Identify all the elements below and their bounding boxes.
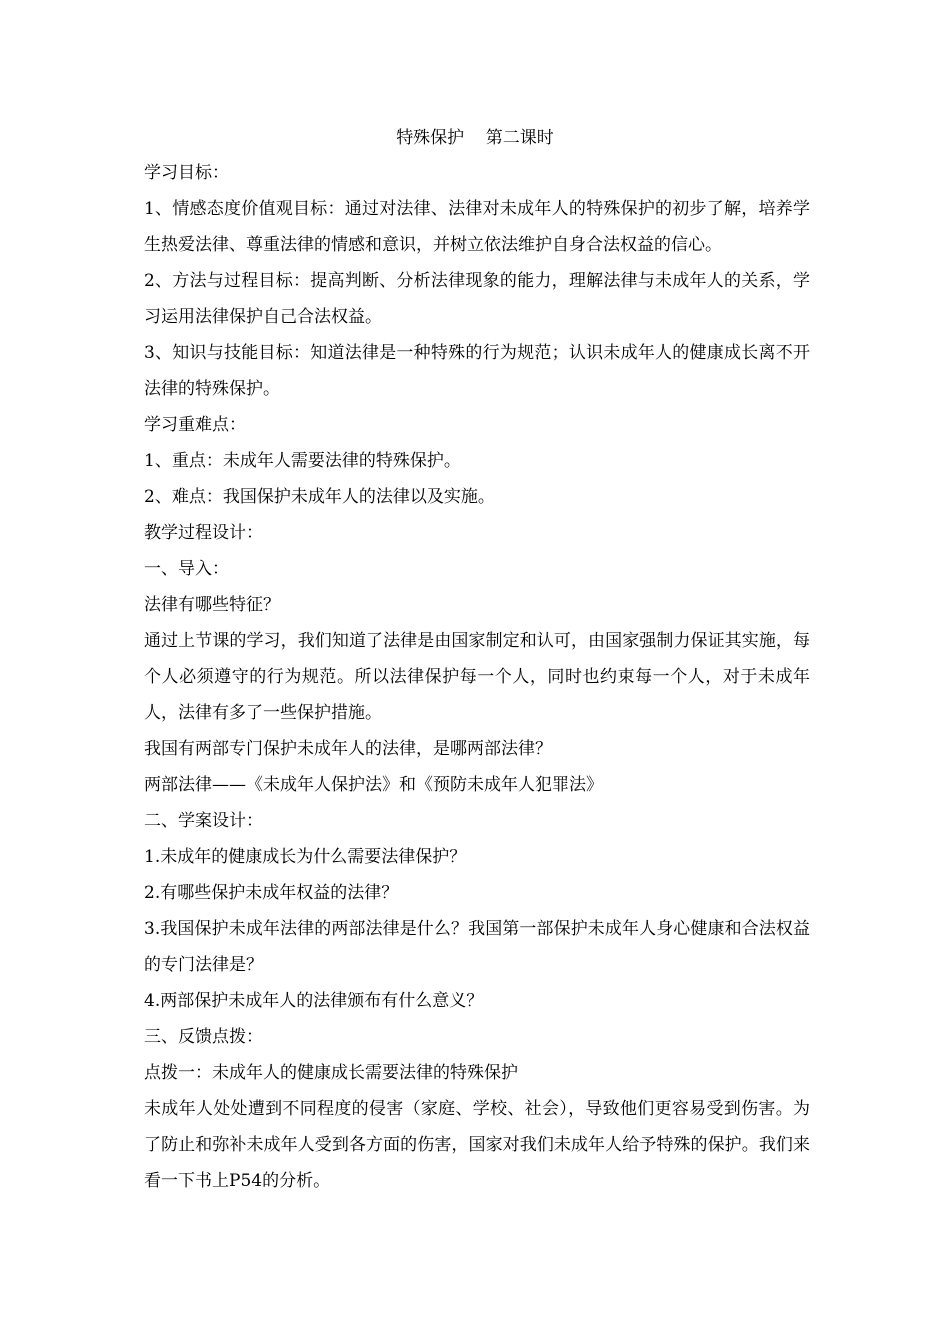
document-body <box>144 155 810 1199</box>
subsection-heading-feedback: 三、反馈点拨： <box>144 1027 263 1047</box>
study-question-1: 1.未成年的健康成长为什么需要法律保护？ <box>144 847 467 867</box>
feedback-paragraph: 未成年人处处遭到不同程度的侵害（家庭、学校、社会），导致他们更容易受到伤害。为了防止和弥补未成年人受到各方面的伤害，国家对我们未成年人给予特殊的保护。我们来看一下书上P54的分析。 <box>144 1099 810 1191</box>
subsection-heading-study-plan: 二、学案设计： <box>144 811 263 831</box>
section-heading-objectives: 学习目标： <box>144 163 229 183</box>
intro-answer-laws: 两部法律——《未成年人保护法》和《预防未成年人犯罪法》 <box>144 775 603 795</box>
feedback-point-1: 点拨一：未成年人的健康成长需要法律的特殊保护 <box>144 1063 518 1083</box>
study-question-2: 2.有哪些保护未成年权益的法律？ <box>144 883 399 903</box>
intro-paragraph: 通过上节课的学习，我们知道了法律是由国家制定和认可，由国家强制力保证其实施，每个人必须遵守的行为规范。所以法律保护每一个人，同时也约束每一个人，对于未成年人，法律有多了一些保护措施。 <box>144 631 810 723</box>
key-point-item-2: 2、难点：我国保护未成年人的法律以及实施。 <box>144 487 495 507</box>
subsection-heading-intro: 一、导入： <box>144 559 229 579</box>
objective-item-1: 1、情感态度价值观目标：通过对法律、法律对未成年人的特殊保护的初步了解，培养学生热爱法律、尊重法律的情感和意识，并树立依法维护自身合法权益的信心。 <box>144 199 810 255</box>
objective-item-2: 2、方法与过程目标：提高判断、分析法律现象的能力，理解法律与未成年人的关系，学习运用法律保护自己合法权益。 <box>144 271 810 327</box>
document-title: 特殊保护 第二课时 <box>396 128 554 148</box>
intro-question-laws: 我国有两部专门保护未成年人的法律，是哪两部法律？ <box>144 739 552 759</box>
intro-question: 法律有哪些特征？ <box>144 595 280 615</box>
section-heading-process: 教学过程设计： <box>144 523 263 543</box>
objective-item-3: 3、知识与技能目标：知道法律是一种特殊的行为规范；认识未成年人的健康成长离不开法律的特殊保护。 <box>144 343 810 399</box>
key-point-item-1: 1、重点：未成年人需要法律的特殊保护。 <box>144 451 461 471</box>
study-question-4: 4.两部保护未成年人的法律颁布有什么意义？ <box>144 991 484 1011</box>
study-question-3: 3.我国保护未成年法律的两部法律是什么？我国第一部保护未成年人身心健康和合法权益的专门法律是？ <box>144 919 810 975</box>
section-heading-key-points: 学习重难点： <box>144 415 246 435</box>
